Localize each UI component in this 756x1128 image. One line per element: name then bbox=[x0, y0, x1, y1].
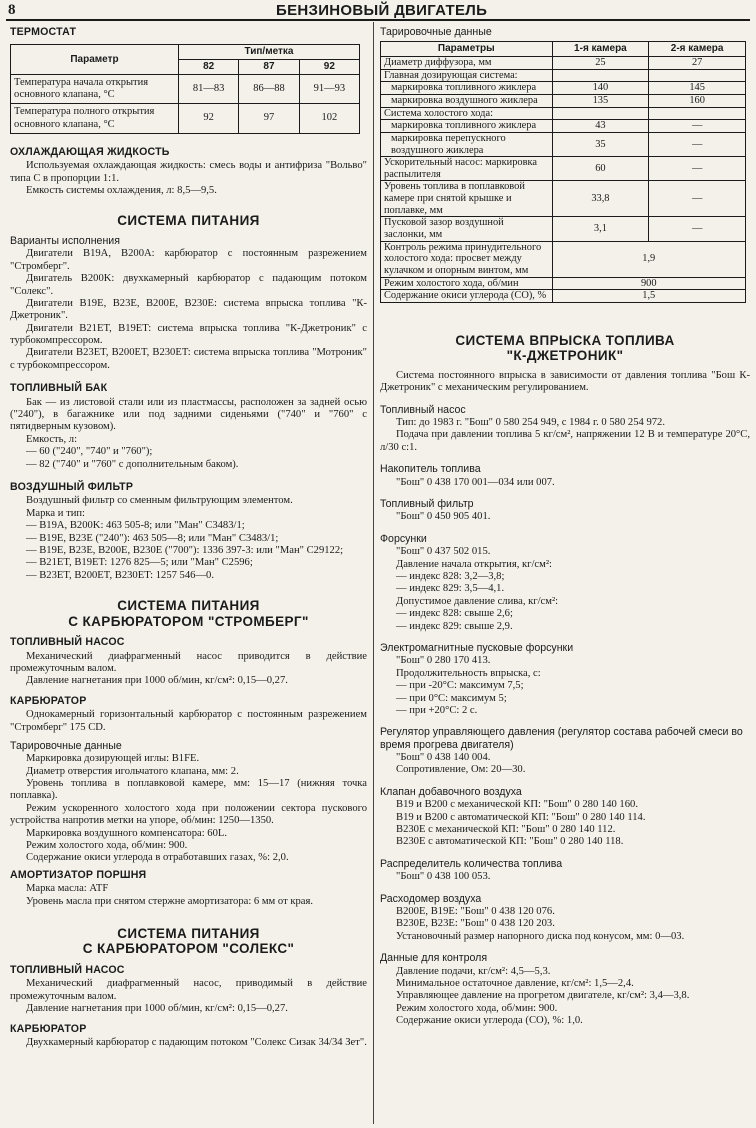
stromberg-pump-text: Механический диафрагменный насос приводится в действие промежуточным валом. bbox=[10, 650, 367, 674]
calib-cell: — bbox=[649, 217, 746, 241]
solex-carb-heading: КАРБЮРАТОР bbox=[10, 1022, 87, 1035]
fuel-system-heading: СИСТЕМА ПИТАНИЯ bbox=[117, 213, 260, 229]
kjet-line: B230E с механической КП: "Бош" 0 280 140 112. bbox=[396, 824, 616, 836]
kjet-line: B200E, B19E: "Бош" 0 438 120 076. bbox=[396, 905, 555, 917]
kjet-section-title: Данные для контроля bbox=[380, 952, 488, 965]
kjet-section-title: Клапан добавочного воздуха bbox=[380, 785, 522, 798]
column-divider bbox=[373, 22, 374, 1124]
kjet-heading-line1: СИСТЕМА ВПРЫСКА ТОПЛИВА bbox=[455, 332, 675, 348]
damper-line: Уровень масла при снятом стержне амортизатора: 6 мм от края. bbox=[26, 895, 314, 907]
coolant-capacity: Емкость системы охлаждения, л: 8,5—9,5. bbox=[26, 185, 217, 197]
kjet-line: — при +20°С: 2 с. bbox=[396, 704, 478, 716]
fuel-tank-text: Бак — из листовой стали или из пластмассы, расположен за задней осью ("240"), в багажнике или под задними сиденьями ("740" и "760" с пятидверным кузовом). bbox=[10, 396, 367, 433]
calib-cell-both: 900 bbox=[552, 277, 745, 290]
solex-calib-table-body bbox=[381, 57, 746, 303]
table-row bbox=[381, 290, 746, 303]
table-row bbox=[381, 69, 746, 82]
calib-line: Режим холостого хода, об/мин: 900. bbox=[26, 840, 188, 852]
calib-line: Диаметр отверстия игольчатого клапана, мм: 2. bbox=[26, 765, 239, 777]
coolant-text: Используемая охлаждающая жидкость: смесь воды и антифриза "Вольво" типа С в пропорции 1:1. bbox=[10, 160, 367, 184]
kjet-line: Подача при давлении топлива 5 кг/см², напряжении 12 В и температуре 20°С, л/30 с:1. bbox=[380, 429, 750, 453]
calib-cell: 43 bbox=[552, 120, 649, 133]
kjet-line: "Бош" 0 437 502 015. bbox=[396, 546, 491, 558]
calib-row-label: Уровень топлива в поплавковой камере при снятой крышке и поплавке, мм bbox=[381, 181, 553, 217]
list-item: — 82 ("740" и "760" с дополнительным баком). bbox=[26, 458, 239, 470]
stromberg-heading-line2: С КАРБЮРАТОРОМ "СТРОМБЕРГ" bbox=[68, 613, 309, 629]
variants-heading: Варианты исполнения bbox=[10, 234, 120, 247]
stromberg-heading-line1: СИСТЕМА ПИТАНИЯ bbox=[117, 598, 260, 614]
solex-calib-heading: Тарировочные данные bbox=[380, 26, 492, 38]
right-column bbox=[380, 26, 750, 1126]
kjet-line: Давление начала открытия, кг/см²: bbox=[396, 558, 552, 570]
stromberg-carb-heading: КАРБЮРАТОР bbox=[10, 694, 87, 707]
calib-cell: 135 bbox=[552, 95, 649, 108]
calib-cell-both: 1,5 bbox=[552, 290, 745, 303]
list-item: — B19E, B23E, B200E, B230E ("700"): 1336 397-3: или "Ман" С29122; bbox=[26, 544, 344, 556]
thermostat-cell: 91—93 bbox=[299, 74, 359, 104]
coolant-heading: ОХЛАЖДАЮЩАЯ ЖИДКОСТЬ bbox=[10, 145, 170, 158]
col-header-chamber2: 2-я камера bbox=[649, 42, 746, 57]
calib-cell: 140 bbox=[552, 82, 649, 95]
kjet-section-title: Топливный насос bbox=[380, 403, 466, 416]
list-item: — B19A, B200K: 463 505-8; или "Ман" С3483/1; bbox=[26, 520, 245, 532]
calib-cell bbox=[649, 107, 746, 120]
calib-cell: — bbox=[649, 181, 746, 217]
kjet-section-title: Расходомер воздуха bbox=[380, 892, 482, 905]
variant-item: Двигатели B21ET, B19ET: система впрыска топлива "К-Джетроник" с турбокомпрессором. bbox=[10, 322, 367, 347]
calib-cell: — bbox=[649, 120, 746, 133]
kjet-line: — индекс 829: 3,5—4,1. bbox=[396, 583, 505, 595]
kjet-section-title: Электромагнитные пусковые форсунки bbox=[380, 641, 574, 654]
calib-row-label: Система холостого хода: bbox=[381, 107, 553, 120]
kjet-section-title: Регулятор управляющего давления (регулятор состава рабочей смеси во время прогрева двигателя) bbox=[380, 726, 743, 751]
kjet-line: — при 0°С: максимум 5; bbox=[396, 692, 507, 704]
page-number: 8 bbox=[8, 2, 16, 18]
calib-cell-both: 1,9 bbox=[552, 241, 745, 277]
calib-cell: 25 bbox=[552, 57, 649, 70]
solex-heading-line2: С КАРБЮРАТОРОМ "СОЛЕКС" bbox=[82, 941, 295, 957]
damper-line: Марка масла: ATF bbox=[26, 883, 109, 895]
table-row bbox=[381, 120, 746, 133]
air-filter-brand-label: Марка и тип: bbox=[26, 507, 85, 519]
table-row bbox=[381, 217, 746, 241]
variant-item: Двигатели B23ET, B200ET, B230ET: система впрыска топлива "Мотроник" с турбокомпрессором. bbox=[10, 347, 367, 371]
kjet-sections bbox=[380, 404, 750, 1028]
kjet-line: B230E, B23E: "Бош" 0 438 120 203. bbox=[396, 918, 555, 930]
stromberg-pump-pressure: Давление нагнетания при 1000 об/мин, кг/см²: 0,15—0,27. bbox=[26, 675, 288, 687]
calib-cell bbox=[649, 69, 746, 82]
kjet-line: B230E с автоматической КП: "Бош" 0 280 140 118. bbox=[396, 836, 624, 848]
damper-heading: АМОРТИЗАТОР ПОРШНЯ bbox=[10, 868, 147, 881]
calib-row-label: Пусковой зазор воздушной заслонки, мм bbox=[381, 217, 553, 241]
stromberg-carb-text: Однокамерный горизонтальный карбюратор с постоянным разрежением "Стромберг" 175 CD. bbox=[10, 709, 367, 733]
solex-pump-pressure: Давление нагнетания при 1000 об/мин, кг/см²: 0,15—0,27. bbox=[26, 1003, 288, 1015]
kjet-heading bbox=[380, 333, 750, 364]
kjet-line: "Бош" 0 450 905 401. bbox=[396, 511, 491, 523]
thermostat-type-col: 87 bbox=[239, 60, 299, 75]
left-column bbox=[10, 26, 367, 1126]
variant-item: Двигатели B19E, B23E, B200E, B230E: система впрыска топлива "К-Джетроник". bbox=[10, 297, 367, 322]
calib-row-label: маркировка перепускного воздушного жиклера bbox=[381, 132, 553, 156]
kjet-line: Тип: до 1983 г. "Бош" 0 580 254 949, с 1984 г. 0 580 254 972. bbox=[396, 417, 665, 429]
calib-line: Маркировка дозирующей иглы: B1FE. bbox=[26, 753, 200, 765]
air-filter-text: Воздушный фильтр со сменным фильтрующим элементом. bbox=[26, 495, 293, 507]
fuel-tank-capacity-label: Емкость, л: bbox=[26, 433, 78, 445]
table-row bbox=[381, 241, 746, 277]
calib-cell: 35 bbox=[552, 132, 649, 156]
calib-cell: 27 bbox=[649, 57, 746, 70]
calib-row-label: маркировка воздушного жиклера bbox=[381, 95, 553, 108]
table-row bbox=[381, 95, 746, 108]
calib-line: Уровень топлива в поплавковой камере, мм: 15—17 (нижняя точка поплавка). bbox=[10, 778, 367, 802]
kjet-line: "Бош" 0 280 170 413. bbox=[396, 655, 491, 667]
kjet-line: Допустимое давление слива, кг/см²: bbox=[396, 595, 559, 607]
thermostat-cell: 92 bbox=[179, 104, 239, 134]
solex-calib-table bbox=[380, 41, 746, 303]
page-header bbox=[6, 2, 750, 21]
list-item: — B23ET, B200ET, B230ET: 1257 546—0. bbox=[26, 569, 214, 581]
calib-row-label: маркировка топливного жиклера bbox=[381, 120, 553, 133]
kjet-line: B19 и B200 с механической КП: "Бош" 0 280 140 160. bbox=[396, 799, 638, 811]
thermostat-cell: 86—88 bbox=[239, 74, 299, 104]
variant-item: Двигатели B19A, B200A: карбюратор с постоянным разрежением "Стромберг". bbox=[10, 248, 367, 272]
solex-carb-text: Двухкамерный карбюратор с падающим потоком "Солекс Сизак 34/34 Зет". bbox=[26, 1036, 367, 1048]
table-row bbox=[381, 277, 746, 290]
calib-row-label: Контроль режима принудительного холостого хода: просвет между кулачком и опорным винтом, мм bbox=[381, 241, 553, 277]
calib-row-label: Содержание окиси углерода (СО), % bbox=[381, 290, 553, 303]
kjet-line: Минимальное остаточное давление, кг/см²: 1,5—2,4. bbox=[396, 977, 634, 989]
calib-cell bbox=[552, 69, 649, 82]
table-row bbox=[11, 74, 360, 104]
table-row bbox=[381, 82, 746, 95]
list-item: — B19E, B23E ("240"): 463 505—8; или "Ман" С3483/1; bbox=[26, 532, 279, 544]
table-row bbox=[381, 57, 746, 70]
stromberg-calib-heading: Тарировочные данные bbox=[10, 739, 122, 752]
thermostat-cell: 81—83 bbox=[179, 74, 239, 104]
kjet-section-title: Топливный фильтр bbox=[380, 498, 474, 511]
thermostat-type-header: Тип/метка bbox=[179, 45, 360, 60]
fuel-tank-heading: ТОПЛИВНЫЙ БАК bbox=[10, 382, 108, 395]
thermostat-row-label: Температура полного открытия основного клапана, °С bbox=[11, 104, 179, 134]
calib-cell bbox=[552, 107, 649, 120]
kjet-line: Давление подачи, кг/см²: 4,5—5,3. bbox=[396, 965, 551, 977]
table-row bbox=[11, 104, 360, 134]
stromberg-heading bbox=[10, 598, 367, 629]
list-item: — B21ET, B19ET: 1276 825—5; или "Ман" С2596; bbox=[26, 557, 253, 569]
table-row bbox=[381, 157, 746, 181]
calib-line: Режим ускоренного холостого хода при положении сектора пускового устройства напротив метки на упоре, об/мин: 1250—1350. bbox=[10, 802, 367, 827]
calib-cell: 160 bbox=[649, 95, 746, 108]
kjet-line: Содержание окиси углерода (СО), %: 1,0. bbox=[396, 1015, 583, 1027]
calib-cell: — bbox=[649, 157, 746, 181]
calib-line: Маркировка воздушного компенсатора: 60L. bbox=[26, 827, 228, 839]
calib-cell: — bbox=[649, 132, 746, 156]
kjet-line: — индекс 829: свыше 2,9. bbox=[396, 620, 513, 632]
calib-row-label: Ускорительный насос: маркировка распылителя bbox=[381, 157, 553, 181]
thermostat-type-col: 82 bbox=[179, 60, 239, 75]
calib-row-label: Режим холостого хода, об/мин bbox=[381, 277, 553, 290]
kjet-intro: Система постоянного впрыска в зависимости от давления топлива "Бош К-Джетроник" с механическим регулированием. bbox=[380, 369, 750, 394]
table-row bbox=[381, 181, 746, 217]
col-header-chamber1: 1-я камера bbox=[552, 42, 649, 57]
air-filter-heading: ВОЗДУШНЫЙ ФИЛЬТР bbox=[10, 481, 134, 493]
thermostat-row-label: Температура начала открытия основного клапана, °С bbox=[11, 74, 179, 104]
thermostat-heading: ТЕРМОСТАТ bbox=[10, 26, 77, 38]
kjet-line: "Бош" 0 438 100 053. bbox=[396, 871, 491, 883]
kjet-section-title: Распределитель количества топлива bbox=[380, 857, 563, 870]
kjet-line: Продолжительность впрыска, с: bbox=[396, 667, 541, 679]
kjet-heading-line2: "К-ДЖЕТРОНИК" bbox=[506, 348, 624, 364]
kjet-line: B19 и B200 с автоматической КП: "Бош" 0 280 140 114. bbox=[396, 811, 646, 823]
list-item: — 60 ("240", "740" и "760"); bbox=[26, 446, 153, 458]
kjet-line: Режим холостого хода, об/мин: 900. bbox=[396, 1002, 558, 1014]
kjet-line: — индекс 828: 3,2—3,8; bbox=[396, 571, 505, 582]
kjet-line: "Бош" 0 438 140 004. bbox=[396, 752, 491, 764]
kjet-line: — при -20°С: максимум 7,5; bbox=[396, 680, 524, 692]
kjet-line: — индекс 828: свыше 2,6; bbox=[396, 608, 513, 620]
calib-row-label: маркировка топливного жиклера bbox=[381, 82, 553, 95]
thermostat-cell: 97 bbox=[239, 104, 299, 134]
solex-pump-heading: ТОПЛИВНЫЙ НАСОС bbox=[10, 964, 125, 976]
kjet-line: Установочный размер напорного диска под конусом, мм: 0—03. bbox=[396, 930, 685, 942]
table-row bbox=[381, 132, 746, 156]
calib-cell: 33,8 bbox=[552, 181, 649, 217]
thermostat-type-col: 92 bbox=[299, 60, 359, 75]
kjet-section-title: Форсунки bbox=[380, 532, 427, 545]
calib-row-label: Главная дозирующая система: bbox=[381, 69, 553, 82]
calib-row-label: Диаметр диффузора, мм bbox=[381, 57, 553, 70]
solex-heading bbox=[10, 926, 367, 957]
calib-cell: 145 bbox=[649, 82, 746, 95]
thermostat-cell: 102 bbox=[299, 104, 359, 134]
kjet-line: Сопротивление, Ом: 20—30. bbox=[396, 764, 526, 776]
solex-heading-line1: СИСТЕМА ПИТАНИЯ bbox=[117, 925, 260, 941]
calib-cell: 3,1 bbox=[552, 217, 649, 241]
table-row bbox=[381, 107, 746, 120]
kjet-line: "Бош" 0 438 170 001—034 или 007. bbox=[396, 476, 555, 488]
thermostat-table bbox=[10, 44, 360, 134]
stromberg-pump-heading: ТОПЛИВНЫЙ НАСОС bbox=[10, 636, 125, 649]
page-running-title: БЕНЗИНОВЫЙ ДВИГАТЕЛЬ bbox=[276, 2, 488, 19]
variant-item: Двигатель B200K: двухкамерный карбюратор с падающим потоком "Солекс". bbox=[10, 273, 367, 297]
kjet-section-title: Накопитель топлива bbox=[380, 463, 481, 476]
col-header-params: Параметры bbox=[381, 42, 553, 57]
solex-pump-text: Механический диафрагменный насос, приводимый в действие промежуточным валом. bbox=[10, 978, 367, 1002]
calib-cell: 60 bbox=[552, 157, 649, 181]
thermostat-param-header: Параметр bbox=[11, 45, 179, 74]
calib-line: Содержание окиси углерода в отработавших газах, %: 2,0. bbox=[26, 852, 289, 864]
kjet-line: Управляющее давление на прогретом двигателе, кг/см²: 3,4—3,8. bbox=[396, 990, 690, 1002]
